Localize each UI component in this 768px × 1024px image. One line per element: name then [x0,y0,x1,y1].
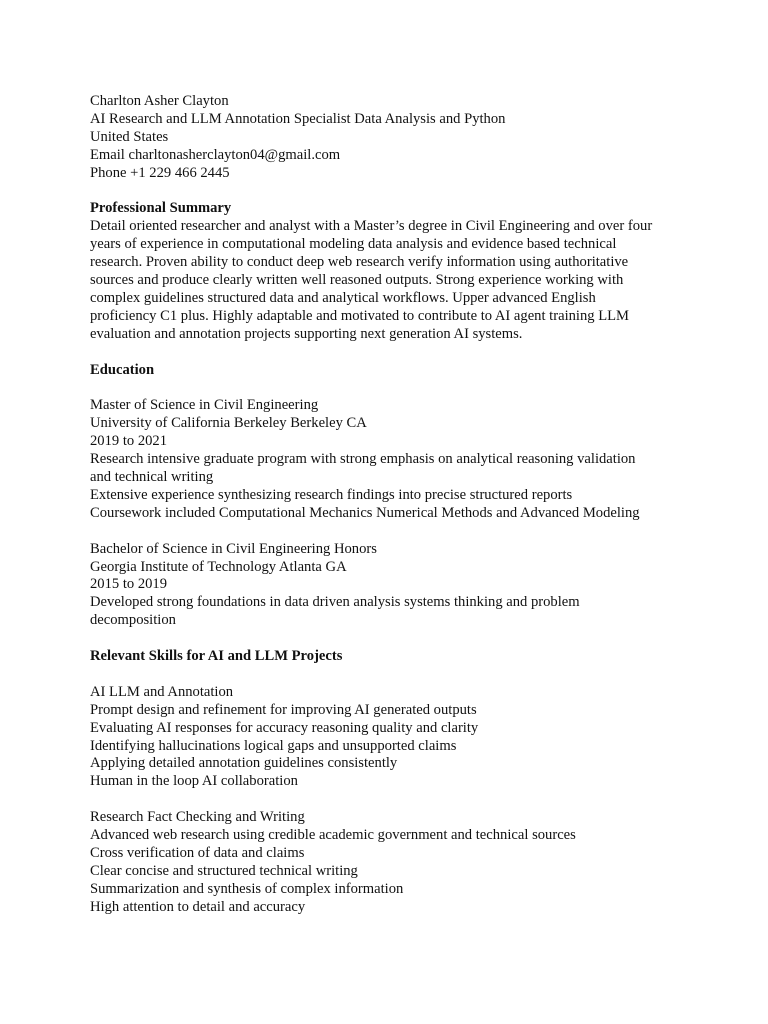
education-detail-continued: and technical writing [90,468,214,485]
candidate-email: Email charltonasherclayton04@gmail.com [90,146,341,163]
skill-item: Prompt design and refinement for improving AI generated outputs [90,701,477,718]
spacer [90,344,680,362]
professional-summary-section [90,200,680,343]
skill-item: Clear concise and structured technical writing [90,862,358,879]
summary-line: complex guidelines structured data and analytical workflows. Upper advanced English [90,289,596,306]
summary-line: evaluation and annotation projects supporting next generation AI systems. [90,325,523,342]
skill-item: Cross verification of data and claims [90,844,305,861]
summary-line: research. Proven ability to conduct deep web research verify information using authoritative [90,254,629,271]
spacer [90,523,680,541]
skill-item: Summarization and synthesis of complex information [90,880,404,897]
education-detail: Research intensive graduate program with strong emphasis on analytical reasoning validation [90,451,636,468]
candidate-phone: Phone +1 229 466 2445 [90,164,230,181]
skills-heading: Relevant Skills for AI and LLM Projects [90,648,343,665]
skills-section [90,648,680,917]
spacer [90,666,680,684]
education-detail: Extensive experience synthesizing research findings into precise structured reports [90,486,573,503]
skill-item: Advanced web research using credible academic government and technical sources [90,827,576,844]
degree-years: 2015 to 2019 [90,576,168,593]
degree-years: 2019 to 2021 [90,433,168,450]
education-detail: Coursework included Computational Mechanics Numerical Methods and Advanced Modeling [90,504,640,521]
education-section [90,362,680,631]
skill-item: Identifying hallucinations logical gaps and unsupported claims [90,737,457,754]
skill-group-title: AI LLM and Annotation [90,683,234,700]
summary-heading: Professional Summary [90,200,232,217]
education-entry-masters [90,397,680,522]
spacer [90,630,680,648]
education-detail-continued: decomposition [90,612,176,629]
education-entry-bachelors [90,541,680,631]
skill-item: Human in the loop AI collaboration [90,773,298,790]
summary-line: Detail oriented researcher and analyst with a Master’s degree in Civil Engineering and over four [90,218,653,235]
skill-item: Applying detailed annotation guidelines consistently [90,755,398,772]
degree-name: Master of Science in Civil Engineering [90,397,319,414]
spacer [90,379,680,397]
education-detail: Developed strong foundations in data driven analysis systems thinking and problem [90,594,580,611]
school-name: Georgia Institute of Technology Atlanta GA [90,558,347,575]
contact-header [90,93,680,183]
skill-item: Evaluating AI responses for accuracy reasoning quality and clarity [90,719,479,736]
spacer [90,791,680,809]
resume-content [90,93,680,917]
candidate-title: AI Research and LLM Annotation Specialist Data Analysis and Python [90,110,506,127]
skill-item: High attention to detail and accuracy [90,898,306,915]
candidate-name: Charlton Asher Clayton [90,93,229,109]
skill-group-ai-llm [90,684,680,791]
spacer [90,183,680,201]
summary-line: years of experience in computational modeling data analysis and evidence based technical [90,236,617,253]
school-name: University of California Berkeley Berkeley CA [90,415,367,432]
skill-group-research [90,809,680,916]
degree-name: Bachelor of Science in Civil Engineering Honors [90,540,377,557]
summary-line: sources and produce clearly written well reasoned outputs. Strong experience working with [90,272,624,289]
education-heading: Education [90,361,155,378]
candidate-location: United States [90,128,169,145]
skill-group-title: Research Fact Checking and Writing [90,809,305,826]
summary-line: proficiency C1 plus. Highly adaptable and motivated to contribute to AI agent training LLM [90,307,630,324]
